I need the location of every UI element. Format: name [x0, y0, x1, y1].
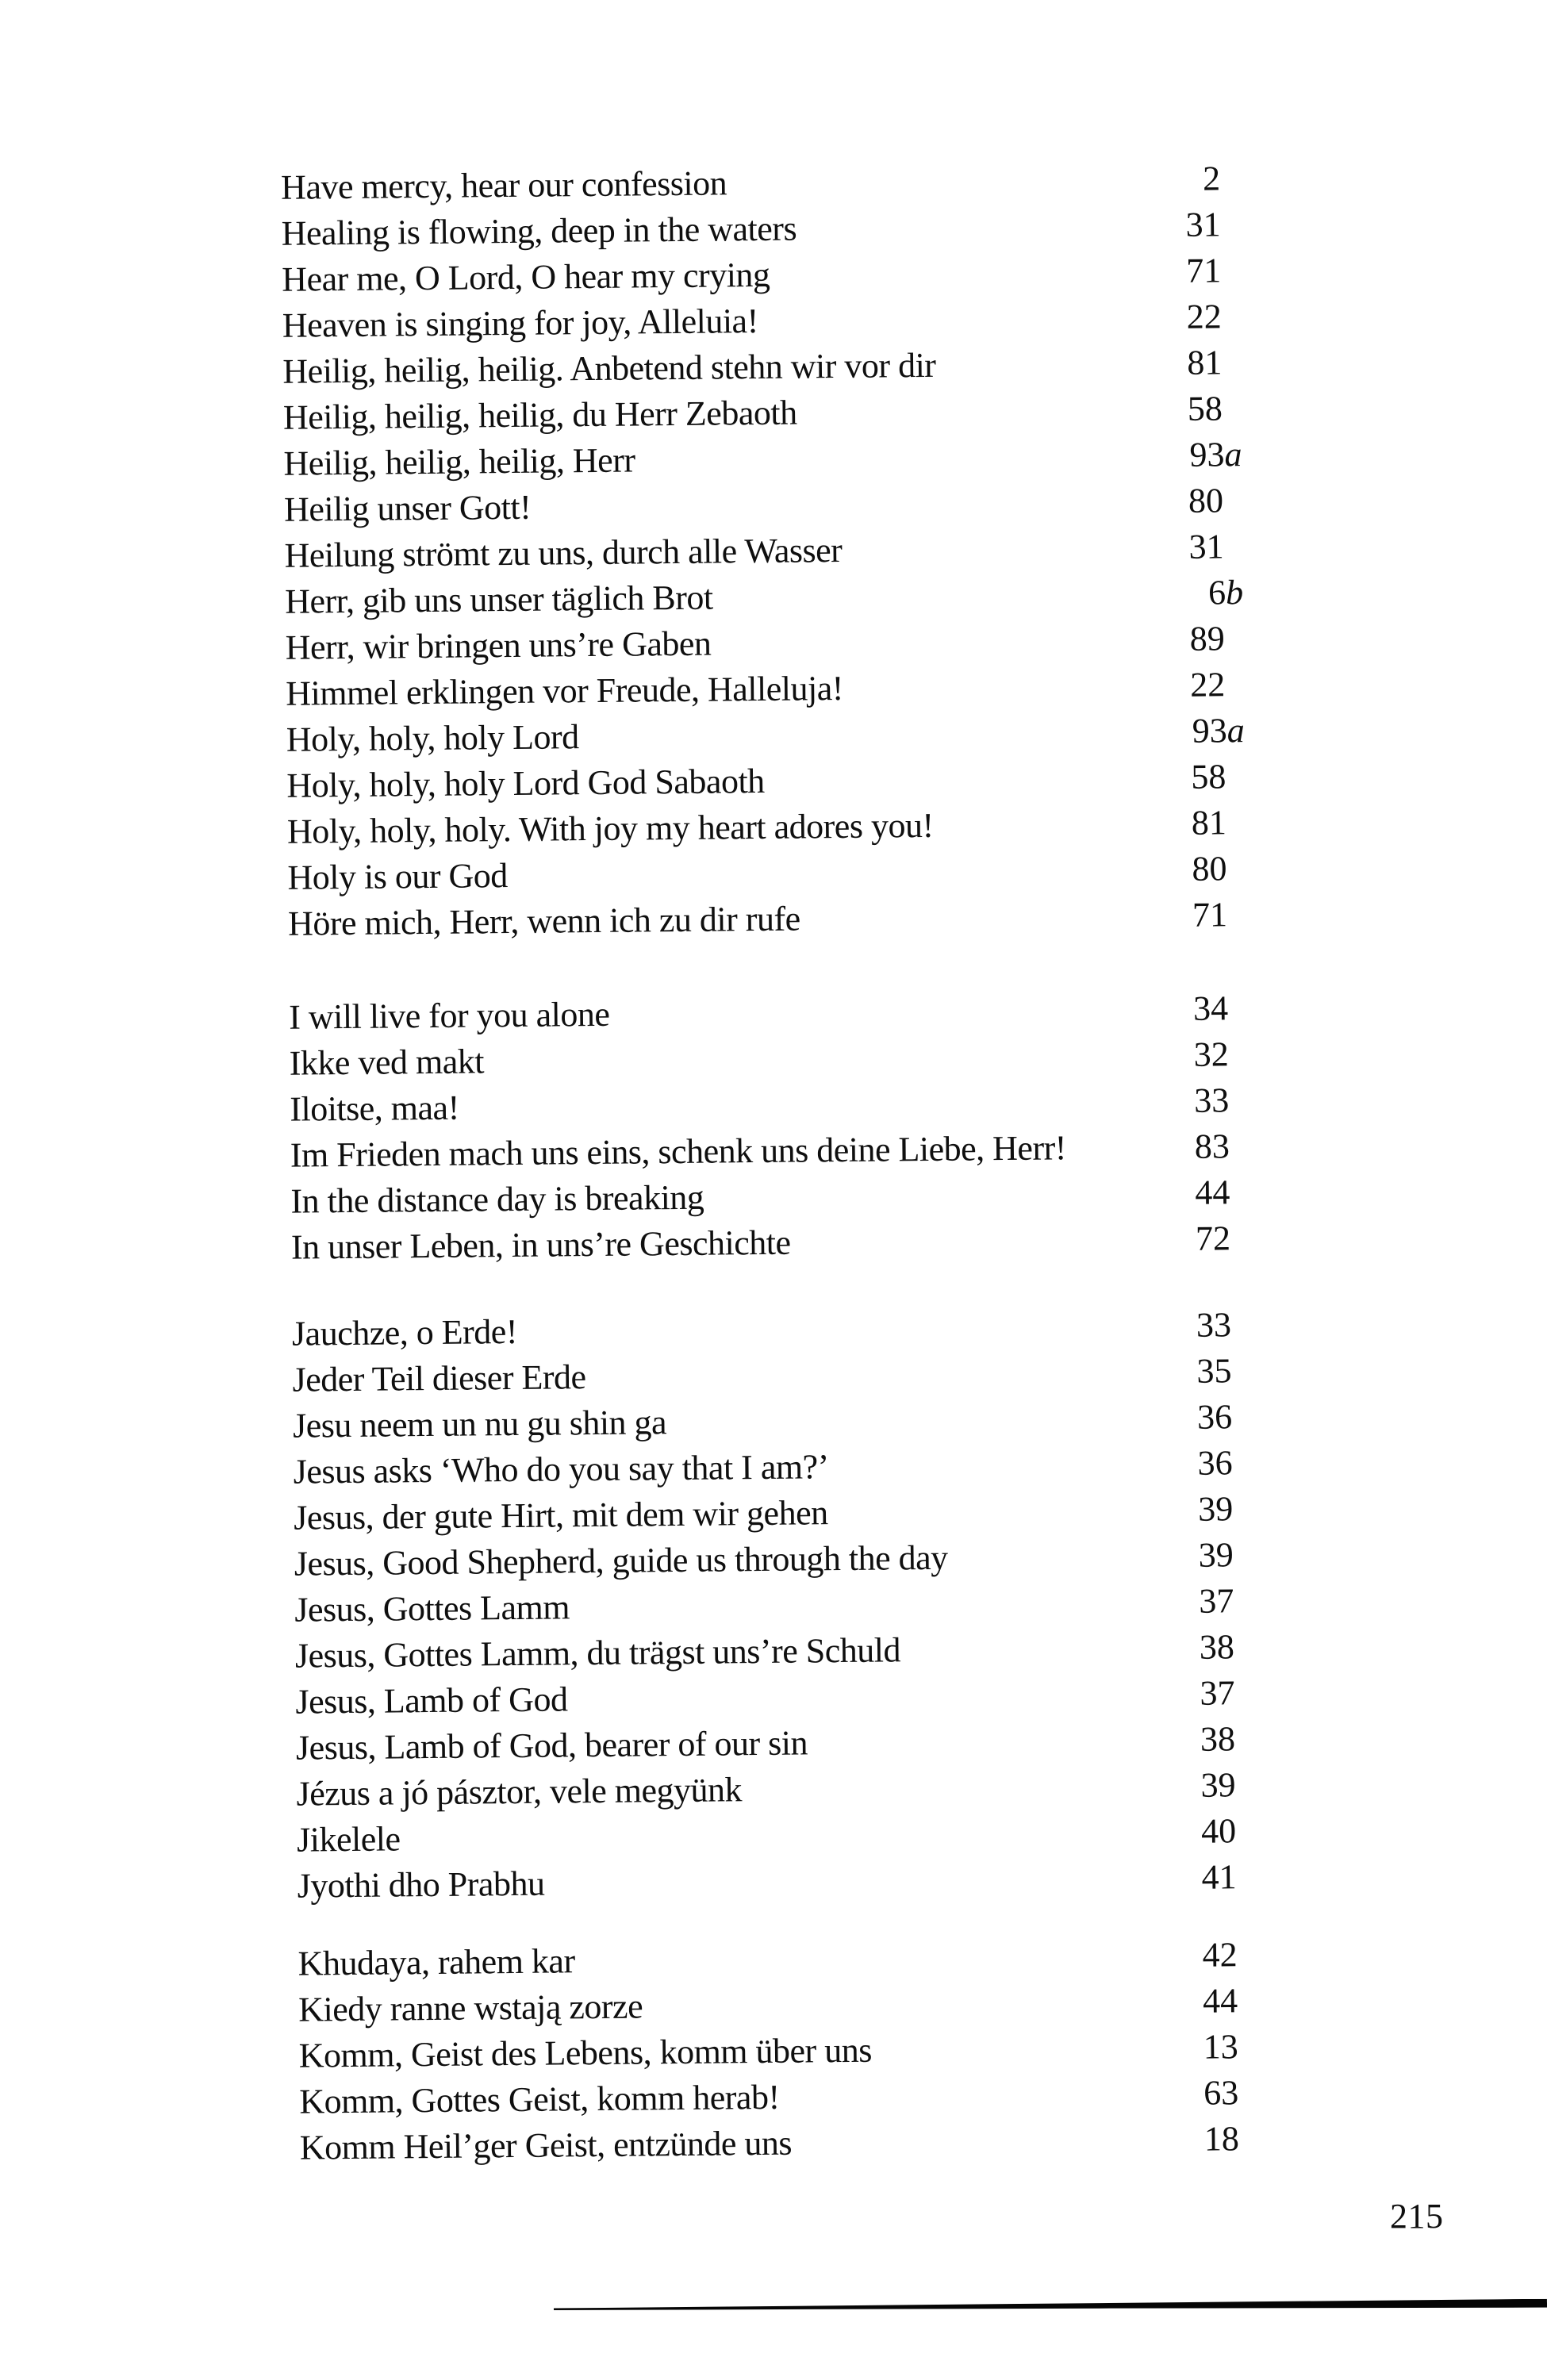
entry-title: Komm, Geist des Lebens, komm über uns	[298, 2030, 873, 2075]
entry-title: Jesus, Gottes Lamm	[294, 1587, 570, 1630]
entry-page-number: 31	[1185, 205, 1221, 244]
entry-page-number: 80	[1188, 481, 1224, 520]
entry-page-suffix: a	[1226, 711, 1246, 750]
scan-edge-rule	[554, 2299, 1547, 2313]
entry-page-number: 33	[1194, 1081, 1230, 1120]
index-block	[292, 1302, 1237, 1909]
entry-title: Im Frieden mach uns eins, schenk uns deine Liebe, Herr!	[290, 1128, 1067, 1175]
entry-title: Jyothi dho Prabhu	[297, 1864, 545, 1906]
index-entry	[291, 1215, 1231, 1270]
entry-title: Holy is our God	[287, 856, 509, 897]
entry-page-number: 72	[1195, 1219, 1231, 1258]
entry-title: Jikelele	[296, 1819, 401, 1860]
entry-page-number: 36	[1196, 1397, 1233, 1437]
entry-page-suffix: a	[1224, 435, 1242, 474]
entry-page-number: 36	[1197, 1443, 1233, 1483]
entry-title: Holy, holy, holy Lord God Sabaoth	[286, 761, 765, 805]
index-block	[298, 1932, 1239, 2171]
entry-page-number: 22	[1186, 297, 1223, 336]
entry-title: Jesus, Lamb of God, bearer of our sin	[295, 1723, 808, 1768]
entry-page-number: 31	[1188, 527, 1224, 566]
index-block	[289, 985, 1230, 1270]
entry-title: Heilig unser Gott!	[283, 487, 532, 529]
entry-page-number: 22	[1189, 665, 1226, 704]
entry-page-number: 93a	[1192, 711, 1246, 750]
entry-title: Heilung strömt zu uns, durch alle Wasser	[284, 530, 843, 575]
entry-page-number: 71	[1185, 251, 1222, 290]
entry-title: Iloitse, maa!	[290, 1088, 459, 1129]
entry-page-number: 83	[1194, 1127, 1230, 1166]
entry-title: Jesus, Good Shepherd, guide us through the day	[294, 1537, 948, 1583]
entry-page-number: 44	[1195, 1173, 1230, 1212]
entry-title: In the distance day is breaking	[290, 1177, 704, 1221]
entry-title: Jesus, Lamb of God	[295, 1679, 568, 1722]
entry-page-number: 63	[1203, 2073, 1239, 2113]
entry-title: Herr, gib uns unser täglich Brot	[284, 578, 713, 621]
entry-title: Jesu neem un nu gu shin ga	[292, 1403, 667, 1445]
entry-page-number: 93a	[1189, 435, 1242, 474]
page-number: 215	[1390, 2197, 1444, 2236]
entry-page-number: 33	[1196, 1305, 1232, 1345]
entry-title: I will live for you alone	[288, 994, 610, 1037]
entry-title: Heilig, heilig, heilig. Anbetend stehn wir vor dir	[282, 345, 936, 391]
entry-title: Heaven is singing for joy, Alleluia!	[282, 301, 758, 345]
entry-page-number: 58	[1191, 757, 1226, 797]
entry-title: Ikke ved makt	[289, 1042, 485, 1083]
entry-page-number: 6b	[1207, 573, 1244, 612]
entry-title: In unser Leben, in uns’re Geschichte	[290, 1223, 791, 1267]
entry-page-number: 40	[1200, 1811, 1237, 1851]
entry-page-number: 34	[1192, 988, 1229, 1028]
entry-page-number: 58	[1187, 389, 1223, 428]
entry-title: Khudaya, rahem kar	[298, 1941, 575, 1983]
entry-title: Komm, Gottes Geist, komm herab!	[299, 2077, 780, 2121]
entry-page-number: 42	[1202, 1935, 1238, 1975]
entry-title: Jézus a jó pásztor, vele megyünk	[296, 1770, 743, 1814]
entry-page-number: 32	[1193, 1035, 1229, 1074]
entry-page-number: 81	[1191, 803, 1227, 843]
entry-page-number: 38	[1200, 1719, 1236, 1759]
entry-page-number: 41	[1201, 1857, 1237, 1897]
entry-title: Healing is flowing, deep in the waters	[281, 209, 797, 253]
index-entry	[300, 2116, 1240, 2171]
entry-page-number: 39	[1197, 1489, 1234, 1529]
entry-title: Jeder Teil dieser Erde	[292, 1357, 586, 1399]
entry-title: Komm Heil’ger Geist, entzünde uns	[299, 2123, 793, 2167]
entry-page-number: 18	[1203, 2119, 1240, 2159]
entry-title: Hear me, O Lord, O hear my crying	[282, 255, 770, 299]
entry-title: Have mercy, hear our confession	[280, 163, 727, 207]
entry-page-suffix: b	[1225, 573, 1244, 612]
entry-title: Himmel erklingen vor Freude, Halleluja!	[286, 668, 844, 713]
entry-title: Heilig, heilig, heilig, Herr	[283, 440, 635, 483]
entry-page-number: 89	[1189, 619, 1225, 658]
entry-title: Holy, holy, holy. With joy my heart adores you!	[286, 805, 934, 851]
entry-page-number: 38	[1199, 1627, 1235, 1667]
entry-title: Jesus, der gute Hirt, mit dem wir gehen	[294, 1493, 828, 1537]
entry-page-number: 80	[1192, 849, 1227, 889]
entry-page-number: 81	[1187, 343, 1223, 382]
index-block	[280, 155, 1246, 946]
index-entry	[288, 892, 1228, 946]
index-list	[280, 155, 1246, 2171]
index-entry	[297, 1854, 1237, 1909]
entry-title: Höre mich, Herr, wenn ich zu dir rufe	[287, 899, 800, 943]
entry-page-number: 71	[1192, 895, 1228, 935]
entry-page-number: 37	[1200, 1673, 1235, 1713]
entry-title: Jesus, Gottes Lamm, du trägst uns’re Schuld	[294, 1630, 901, 1676]
entry-page-number: 39	[1200, 1765, 1236, 1805]
entry-title: Holy, holy, holy Lord	[286, 717, 579, 759]
entry-page-number: 44	[1202, 1981, 1238, 2021]
entry-page-number: 39	[1198, 1535, 1234, 1575]
entry-page-number: 2	[1202, 159, 1221, 198]
entry-title: Herr, wir bringen uns’re Gaben	[285, 624, 712, 667]
entry-page-number: 13	[1203, 2027, 1238, 2067]
entry-page-number: 37	[1199, 1581, 1234, 1621]
entry-title: Kiedy ranne wstają zorze	[298, 1987, 643, 2029]
entry-title: Jauchze, o Erde!	[291, 1311, 518, 1353]
entry-title: Jesus asks ‘Who do you say that I am?’	[293, 1447, 829, 1491]
entry-title: Heilig, heilig, heilig, du Herr Zebaoth	[282, 393, 797, 437]
entry-page-number: 35	[1196, 1351, 1232, 1391]
